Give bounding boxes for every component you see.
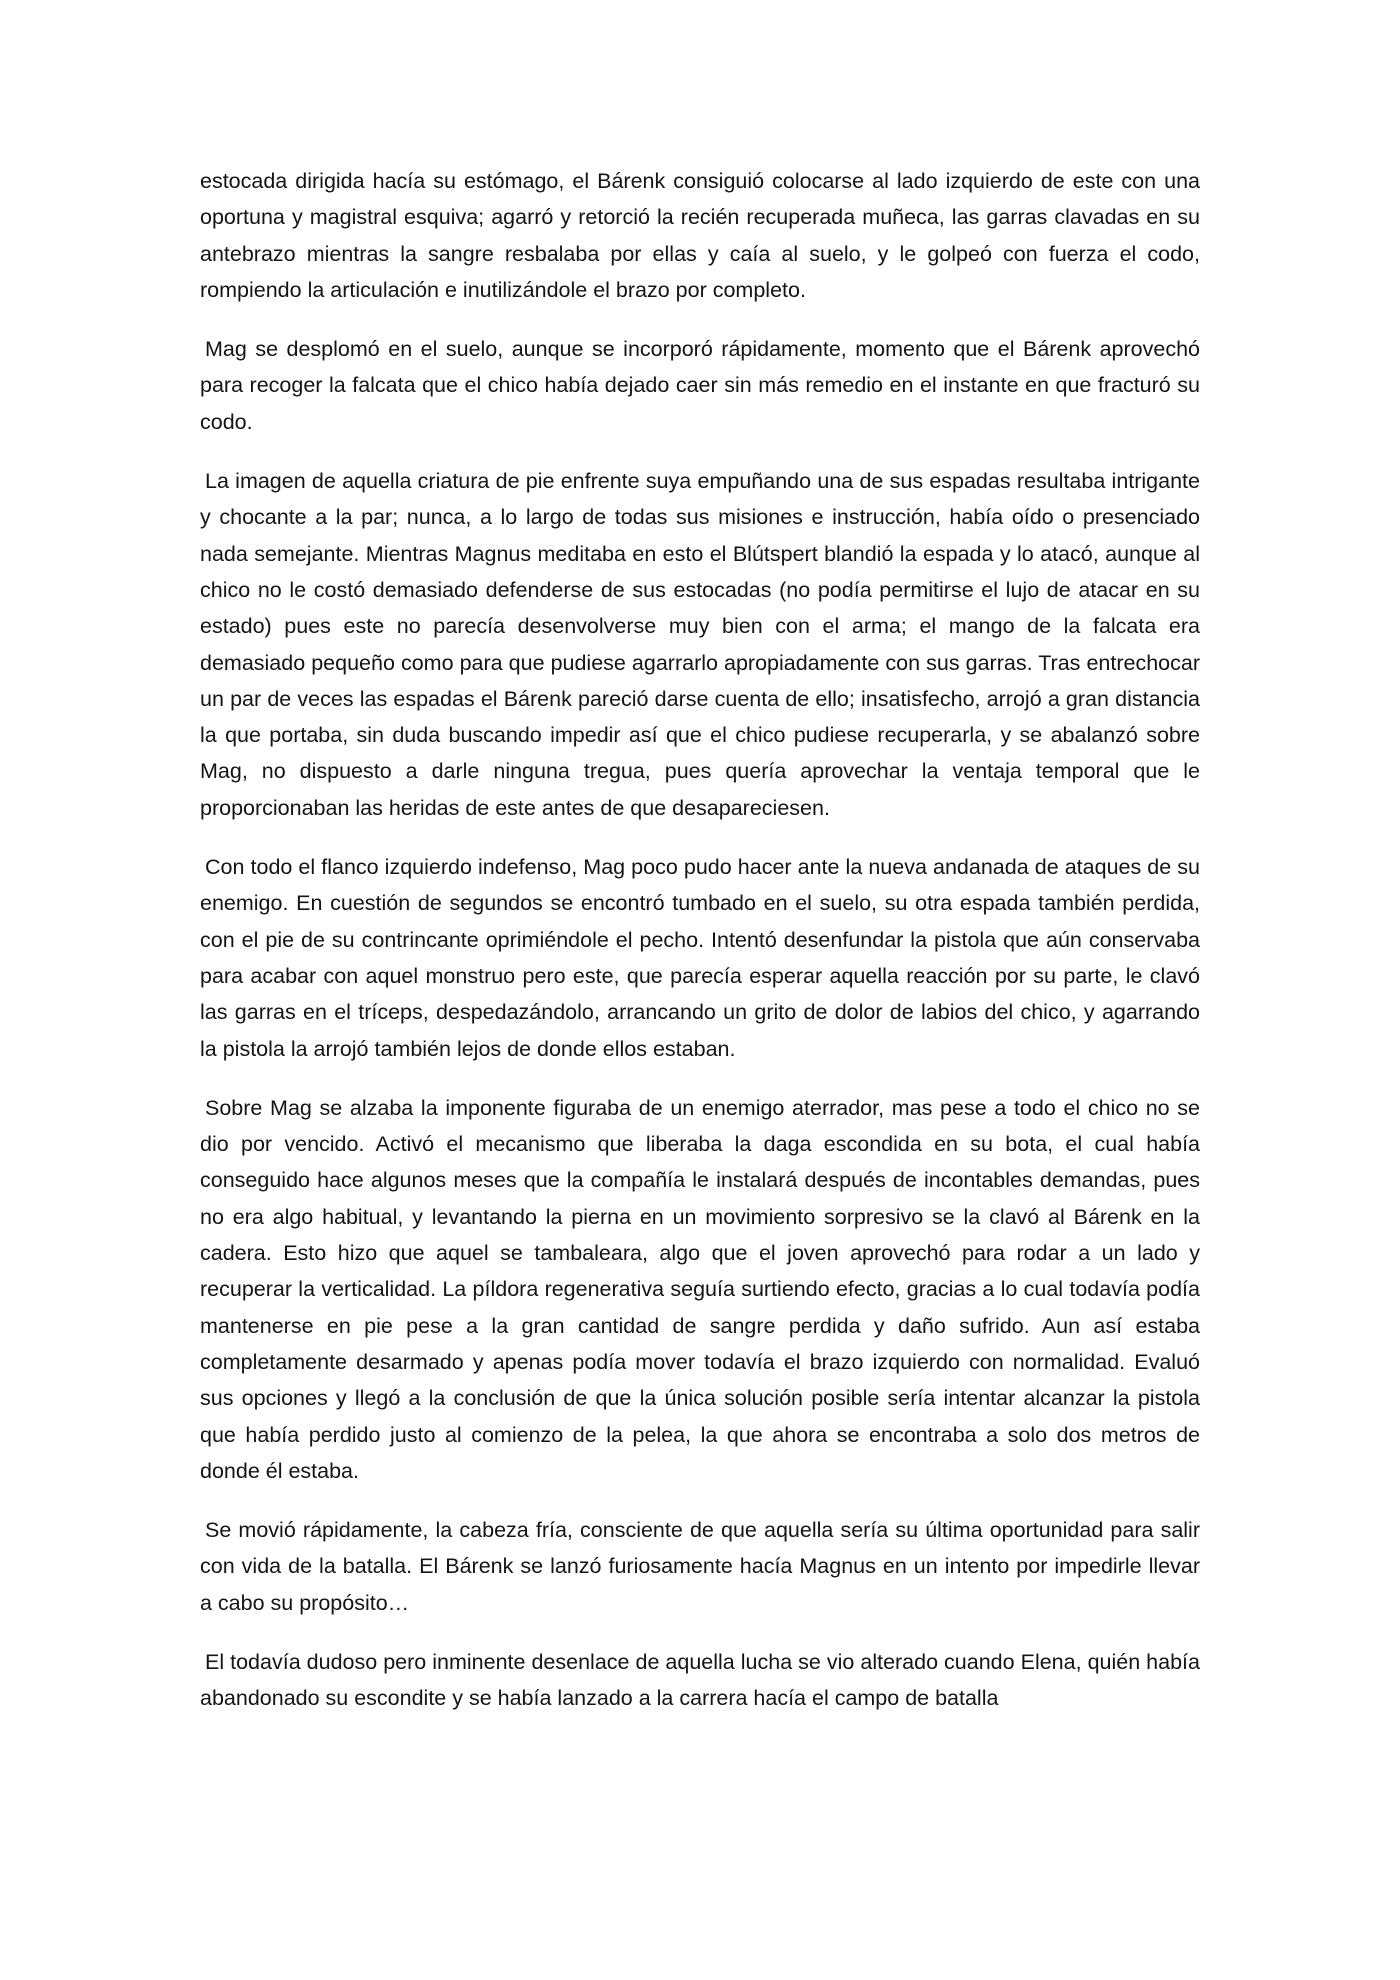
paragraph-1: estocada dirigida hacía su estómago, el Bárenk consiguió colocarse al lado izquierdo de este con una oportuna y magistral esquiva; agarró y retorció la recién recuperada muñeca, las garras clavadas en su antebrazo mientras la sangre resbalaba por ellas y caía al suelo, y le golpeó con fuerza el codo, rompiendo la articulación e inutilizándole el brazo por completo.	[200, 169, 1200, 302]
paragraph-7: El todavía dudoso pero inminente desenlace de aquella lucha se vio alterado cuando Elena, quién había abandonado su escondite y se había lanzado a la carrera hacía el campo de batalla	[200, 1649, 1200, 1711]
paragraph-6: Se movió rápidamente, la cabeza fría, consciente de que aquella sería su última oportunidad para salir con vida de la batalla. El Bárenk se lanzó furiosamente hacía Magnus en un intento por impedirle llevar a cabo su propósito…	[200, 1518, 1200, 1615]
paragraph-3: La imagen de aquella criatura de pie enfrente suya empuñando una de sus espadas resultaba intrigante y chocante a la par; nunca, a lo largo de todas sus misiones e instrucción, había oído o presenciado nada semejante. Mientras Magnus meditaba en esto el Blútspert blandió la espada y lo atacó, aunque al chico no le costó demasiado defenderse de sus estocadas (no podía permitirse el lujo de atacar en su estado) pues este no parecía desenvolverse muy bien con el arma; el mango de la falcata era demasiado pequeño como para que pudiese agarrarlo apropiadamente con sus garras. Tras entrechocar un par de veces las espadas el Bárenk pareció darse cuenta de ello; insatisfecho, arrojó a gran distancia la que portaba, sin duda buscando impedir así que el chico pudiese recuperarla, y se abalanzó sobre Mag, no dispuesto a darle ninguna tregua, pues quería aprovechar la ventaja temporal que le proporcionaban las heridas de este antes de que desapareciesen.	[200, 469, 1200, 820]
paragraph-4: Con todo el flanco izquierdo indefenso, Mag poco pudo hacer ante la nueva andanada de ataques de su enemigo. En cuestión de segundos se encontró tumbado en el suelo, su otra espada también perdida, con el pie de su contrincante oprimiéndole el pecho. Intentó desenfundar la pistola que aún conservaba para acabar con aquel monstruo pero este, que parecía esperar aquella reacción por su parte, le clavó las garras en el tríceps, despedazándolo, arrancando un grito de dolor de labios del chico, y agarrando la pistola la arrojó también lejos de donde ellos estaban.	[200, 855, 1200, 1061]
paragraph-5: Sobre Mag se alzaba la imponente figuraba de un enemigo aterrador, mas pese a todo el chico no se dio por vencido. Activó el mecanismo que liberaba la daga escondida en su bota, el cual había conseguido hace algunos meses que la compañía le instalará después de incontables demandas, pues no era algo habitual, y levantando la pierna en un movimiento sorpresivo se la clavó al Bárenk en la cadera. Esto hizo que aquel se tambaleara, algo que el joven aprovechó para rodar a un lado y recuperar la verticalidad. La píldora regenerativa seguía surtiendo efecto, gracias a lo cual todavía podía mantenerse en pie pese a la gran cantidad de sangre perdida y daño sufrido. Aun así estaba completamente desarmado y apenas podía mover todavía el brazo izquierdo con normalidad. Evaluó sus opciones y llegó a la conclusión de que la única solución posible sería intentar alcanzar la pistola que había perdido justo al comienzo de la pelea, la que ahora se encontraba a solo dos metros de donde él estaba.	[200, 1095, 1200, 1483]
document-body	[200, 163, 1200, 1740]
paragraph-2: Mag se desplomó en el suelo, aunque se incorporó rápidamente, momento que el Bárenk aprovechó para recoger la falcata que el chico había dejado caer sin más remedio en el instante en que fracturó su codo.	[200, 337, 1200, 434]
